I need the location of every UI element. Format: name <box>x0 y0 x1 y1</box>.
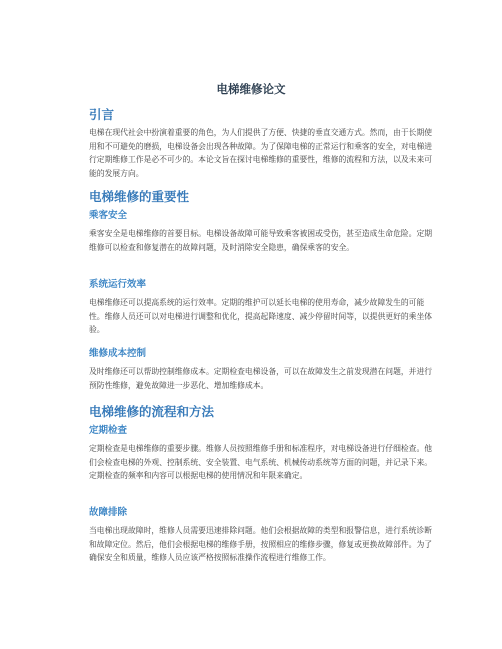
troubleshooting-heading: 故障排除 <box>89 507 128 518</box>
troubleshooting-paragraph: 当电梯出现故障时，维修人员需要迅速排除问题。他们会根据故障的类型和报警信息，进行系统诊断和故障定位。然后，他们会根据电梯的维修手册，按照相应的维修步骤，修复或更换故障部件。为了确保安全和质量，维修人员应该严格按照标准操作流程进行维修工作。 <box>89 526 433 563</box>
passenger-safety-paragraph: 乘客安全是电梯维修的首要目标。电梯设备故障可能导致乘客被困或受伤，甚至造成生命危险。定期维修可以检查和修复潜在的故障问题，及时消除安全隐患，确保乘客的安全。 <box>89 229 433 252</box>
cost-control-heading: 维修成本控制 <box>89 348 147 359</box>
system-efficiency-paragraph: 电梯维修还可以提高系统的运行效率。定期的维护可以延长电梯的使用寿命，减少故障发生的可能性。维修人员还可以对电梯进行调整和优化，提高起降速度、减少停留时间等，以提供更好的乘坐体验。 <box>89 298 433 335</box>
intro-heading: 引言 <box>89 107 115 122</box>
regular-inspection-paragraph: 定期检查是电梯维修的重要步骤。维修人员按照维修手册和标准程序，对电梯设备进行仔细检查。他们会检查电梯的外观、控制系统、安全装置、电气系统、机械传动系统等方面的问题，并记录下来。定期检查的频率和内容可以根据电梯的使用情况和年限来确定。 <box>89 444 433 481</box>
regular-inspection-heading: 定期检查 <box>89 425 128 436</box>
intro-paragraph: 电梯在现代社会中扮演着重要的角色，为人们提供了方便、快捷的垂直交通方式。然而，由于长期使用和不可避免的磨损，电梯设备会出现各种故障。为了保障电梯的正常运行和乘客的安全，对电梯进行定期维修工作是必不可少的。本论文旨在探讨电梯维修的重要性，维修的流程和方法，以及未来可能的发展方向。 <box>89 128 433 178</box>
document-title: 电梯维修论文 <box>216 82 286 96</box>
importance-heading: 电梯维修的重要性 <box>89 189 190 204</box>
system-efficiency-heading: 系统运行效率 <box>89 279 147 290</box>
cost-control-paragraph: 及时维修还可以帮助控制维修成本。定期检查电梯设备，可以在故障发生之前发现潜在问题，并进行预防性维修，避免故障进一步恶化、增加维修成本。 <box>89 367 433 390</box>
passenger-safety-heading: 乘客安全 <box>89 210 128 221</box>
process-heading: 电梯维修的流程和方法 <box>89 404 215 419</box>
